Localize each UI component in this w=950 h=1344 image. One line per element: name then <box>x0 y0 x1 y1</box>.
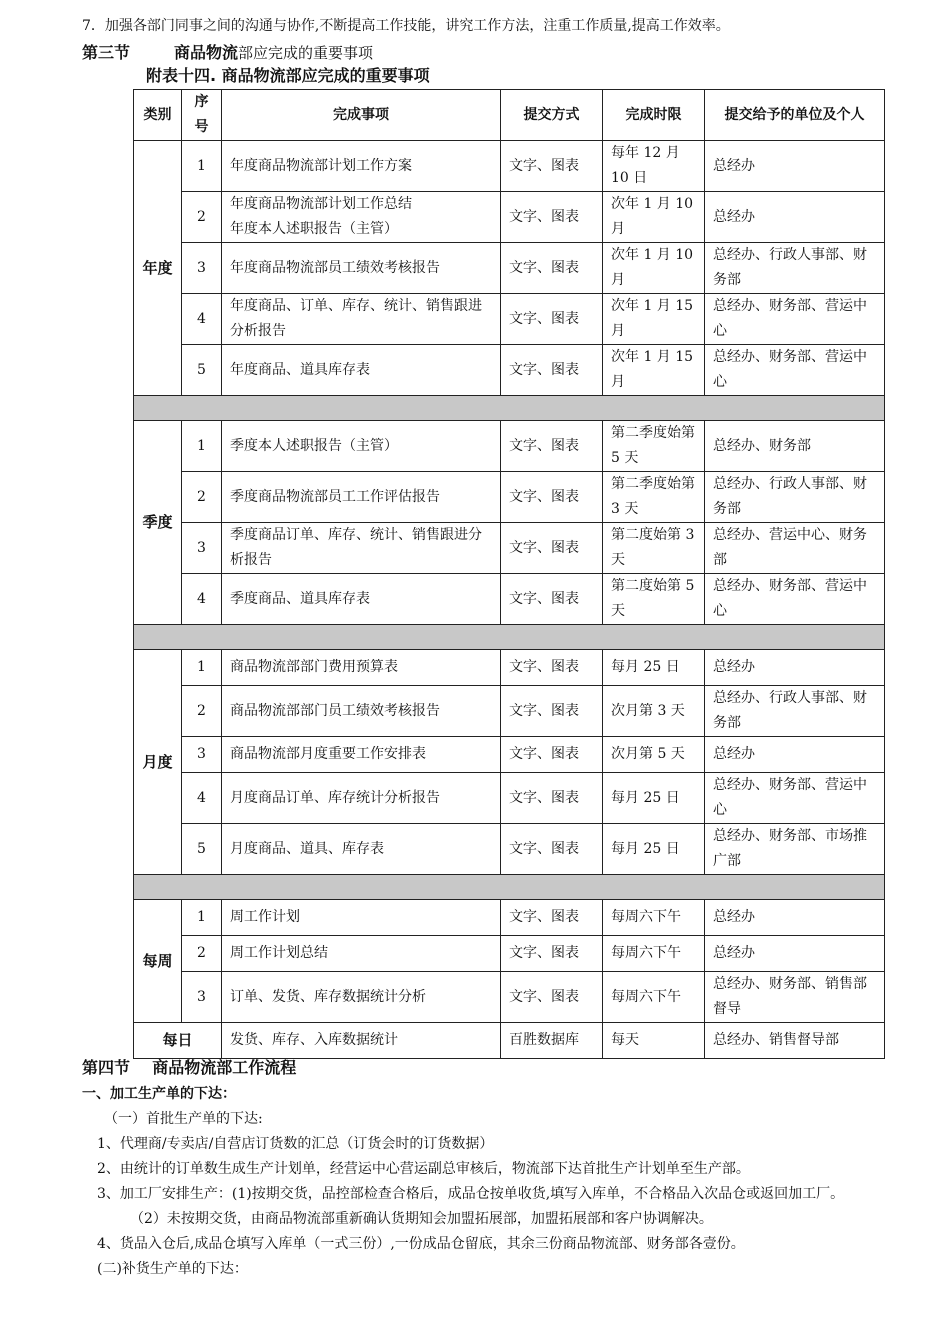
task-cell: 商品物流部部门费用预算表 <box>222 650 501 686</box>
method-cell: 文字、图表 <box>501 574 603 625</box>
deadline-cell: 每年 12 月 10 日 <box>603 141 705 192</box>
task-cell: 季度商品、道具库存表 <box>222 574 501 625</box>
section3-label: 第三节 <box>82 43 131 62</box>
recipient-cell: 总经办 <box>705 141 885 192</box>
daily-deadline-cell: 每天 <box>603 1023 705 1059</box>
num-cell: 3 <box>182 523 222 574</box>
num-cell: 4 <box>182 773 222 824</box>
table-row <box>134 421 885 472</box>
deadline-cell: 次年 1 月 10 月 <box>603 243 705 294</box>
num-cell: 2 <box>182 936 222 972</box>
recipient-cell: 总经办、财务部、营运中心 <box>705 574 885 625</box>
table-row <box>134 523 885 574</box>
deadline-cell: 次月第 5 天 <box>603 737 705 773</box>
deadline-cell: 第二季度始第 3 天 <box>603 472 705 523</box>
category-cell: 季度 <box>134 421 182 625</box>
section4-heading <box>82 1058 296 1078</box>
table-row <box>134 192 885 243</box>
recipient-cell: 总经办、财务部、营运中心 <box>705 294 885 345</box>
method-cell: 文字、图表 <box>501 773 603 824</box>
method-cell: 文字、图表 <box>501 650 603 686</box>
process-paragraph: 4、货品入仓后,成品仓填写入库单（一式三份）,一份成品仓留底，其余三份商品物流部、财务部各壹份。 <box>97 1236 745 1252</box>
process-paragraph: 1、代理商/专卖店/自营店订货数的汇总（订货会时的订货数据） <box>97 1136 494 1152</box>
separator-row <box>134 875 885 900</box>
method-cell: 文字、图表 <box>501 192 603 243</box>
method-cell: 文字、图表 <box>501 686 603 737</box>
deadline-cell: 次月第 3 天 <box>603 686 705 737</box>
num-cell: 3 <box>182 737 222 773</box>
table-row <box>134 737 885 773</box>
method-cell: 文字、图表 <box>501 421 603 472</box>
deadline-cell: 第二度始第 5 天 <box>603 574 705 625</box>
num-cell: 1 <box>182 650 222 686</box>
daily-task-cell: 发货、库存、入库数据统计 <box>222 1023 501 1059</box>
num-cell: 1 <box>182 141 222 192</box>
recipient-cell: 总经办 <box>705 900 885 936</box>
recipient-cell: 总经办、财务部、营运中心 <box>705 773 885 824</box>
section3-title-rest: 部应完成的重要事项 <box>238 44 374 62</box>
section3-title-bold: 商品物流 <box>174 43 239 62</box>
method-cell: 文字、图表 <box>501 737 603 773</box>
table-row <box>134 294 885 345</box>
process-paragraph: (二)补货生产单的下达： <box>97 1261 248 1277</box>
num-cell: 1 <box>182 900 222 936</box>
num-cell: 4 <box>182 294 222 345</box>
category-cell: 年度 <box>134 141 182 396</box>
method-cell: 文字、图表 <box>501 824 603 875</box>
task-cell: 季度商品订单、库存、统计、销售跟进分析报告 <box>222 523 501 574</box>
table-row <box>134 824 885 875</box>
header-task: 完成事项 <box>222 90 501 141</box>
task-cell: 季度商品物流部员工工作评估报告 <box>222 472 501 523</box>
task-cell: 商品物流部部门员工绩效考核报告 <box>222 686 501 737</box>
deadline-cell: 第二季度始第 5 天 <box>603 421 705 472</box>
recipient-cell: 总经办、财务部、市场推广部 <box>705 824 885 875</box>
header-method: 提交方式 <box>501 90 603 141</box>
table-row <box>134 900 885 936</box>
task-cell: 年度商品、道具库存表 <box>222 345 501 396</box>
header-deadline: 完成时限 <box>603 90 705 141</box>
method-cell: 文字、图表 <box>501 243 603 294</box>
separator-cell <box>134 875 885 900</box>
header-recipient: 提交给予的单位及个人 <box>705 90 885 141</box>
table-row <box>134 574 885 625</box>
table-row-daily <box>134 1023 885 1059</box>
category-cell: 月度 <box>134 650 182 875</box>
separator-cell <box>134 625 885 650</box>
method-cell: 文字、图表 <box>501 936 603 972</box>
num-cell: 2 <box>182 192 222 243</box>
separator-cell <box>134 396 885 421</box>
num-cell: 2 <box>182 686 222 737</box>
task-cell: 订单、发货、库存数据统计分析 <box>222 972 501 1023</box>
table-row <box>134 936 885 972</box>
separator-row <box>134 625 885 650</box>
recipient-cell: 总经办 <box>705 936 885 972</box>
section4-label: 第四节 <box>82 1058 131 1077</box>
method-cell: 文字、图表 <box>501 141 603 192</box>
num-cell: 3 <box>182 243 222 294</box>
intro-paragraph: 7．加强各部门同事之间的沟通与协作,不断提高工作技能，讲究工作方法，注重工作质量,提高工作效率。 <box>82 18 730 34</box>
recipient-cell: 总经办 <box>705 737 885 773</box>
method-cell: 文字、图表 <box>501 472 603 523</box>
task-cell: 年度商品物流部计划工作总结 年度本人述职报告（主管） <box>222 192 501 243</box>
process-paragraph: （一）首批生产单的下达: <box>104 1111 263 1127</box>
task-cell: 月度商品订单、库存统计分析报告 <box>222 773 501 824</box>
num-cell: 3 <box>182 972 222 1023</box>
header-num: 序号 <box>182 90 222 141</box>
task-cell: 月度商品、道具、库存表 <box>222 824 501 875</box>
deadline-cell: 次年 1 月 15 月 <box>603 345 705 396</box>
section3-heading <box>82 43 373 63</box>
table-row <box>134 686 885 737</box>
task-cell: 商品物流部月度重要工作安排表 <box>222 737 501 773</box>
method-cell: 文字、图表 <box>501 345 603 396</box>
num-cell: 2 <box>182 472 222 523</box>
task-cell: 周工作计划总结 <box>222 936 501 972</box>
deadline-cell: 每周六下午 <box>603 972 705 1023</box>
recipient-cell: 总经办、行政人事部、财务部 <box>705 686 885 737</box>
process-paragraph: 3、加工厂安排生产：(1)按期交货，品控部检查合格后，成品仓按单收货,填写入库单，不合格品入次品仓或返回加工厂。 <box>97 1186 845 1202</box>
table-row <box>134 472 885 523</box>
method-cell: 文字、图表 <box>501 523 603 574</box>
table-body <box>134 141 885 1059</box>
recipient-cell: 总经办、财务部、销售部督导 <box>705 972 885 1023</box>
method-cell: 文字、图表 <box>501 900 603 936</box>
header-row <box>134 90 885 141</box>
table-row <box>134 243 885 294</box>
daily-category-cell: 每日 <box>134 1023 222 1059</box>
table-row <box>134 650 885 686</box>
task-cell: 年度商品、订单、库存、统计、销售跟进分析报告 <box>222 294 501 345</box>
num-cell: 4 <box>182 574 222 625</box>
num-cell: 5 <box>182 345 222 396</box>
table-row <box>134 972 885 1023</box>
table-row <box>134 345 885 396</box>
deadline-cell: 次年 1 月 10 月 <box>603 192 705 243</box>
process-paragraph: （2）未按期交货，由商品物流部重新确认货期知会加盟拓展部，加盟拓展部和客户协调解决。 <box>130 1211 713 1227</box>
daily-method-cell: 百胜数据库 <box>501 1023 603 1059</box>
deadline-cell: 次年 1 月 15 月 <box>603 294 705 345</box>
daily-recipient-cell: 总经办、销售督导部 <box>705 1023 885 1059</box>
deadline-cell: 每周六下午 <box>603 936 705 972</box>
task-cell: 周工作计划 <box>222 900 501 936</box>
num-cell: 5 <box>182 824 222 875</box>
recipient-cell: 总经办 <box>705 192 885 243</box>
recipient-cell: 总经办、财务部、营运中心 <box>705 345 885 396</box>
category-cell: 每周 <box>134 900 182 1023</box>
task-cell: 年度商品物流部计划工作方案 <box>222 141 501 192</box>
table-title: 附表十四. 商品物流部应完成的重要事项 <box>146 66 430 85</box>
deadline-cell: 每周六下午 <box>603 900 705 936</box>
recipient-cell: 总经办 <box>705 650 885 686</box>
table-row <box>134 773 885 824</box>
recipient-cell: 总经办、行政人事部、财务部 <box>705 472 885 523</box>
method-cell: 文字、图表 <box>501 972 603 1023</box>
process-title: 一、加工生产单的下达： <box>82 1086 236 1102</box>
deadline-cell: 每月 25 日 <box>603 824 705 875</box>
table-row <box>134 141 885 192</box>
deadline-cell: 每月 25 日 <box>603 650 705 686</box>
task-cell: 年度商品物流部员工绩效考核报告 <box>222 243 501 294</box>
recipient-cell: 总经办、行政人事部、财务部 <box>705 243 885 294</box>
num-cell: 1 <box>182 421 222 472</box>
task-cell: 季度本人述职报告（主管） <box>222 421 501 472</box>
tasks-table <box>133 89 885 1059</box>
section4-title: 商品物流部工作流程 <box>152 1058 297 1077</box>
header-category: 类别 <box>134 90 182 141</box>
recipient-cell: 总经办、营运中心、财务部 <box>705 523 885 574</box>
separator-row <box>134 396 885 421</box>
deadline-cell: 第二度始第 3 天 <box>603 523 705 574</box>
recipient-cell: 总经办、财务部 <box>705 421 885 472</box>
method-cell: 文字、图表 <box>501 294 603 345</box>
deadline-cell: 每月 25 日 <box>603 773 705 824</box>
process-paragraph: 2、由统计的订单数生成生产计划单，经营运中心营运副总审核后，物流部下达首批生产计划单至生产部。 <box>97 1161 750 1177</box>
